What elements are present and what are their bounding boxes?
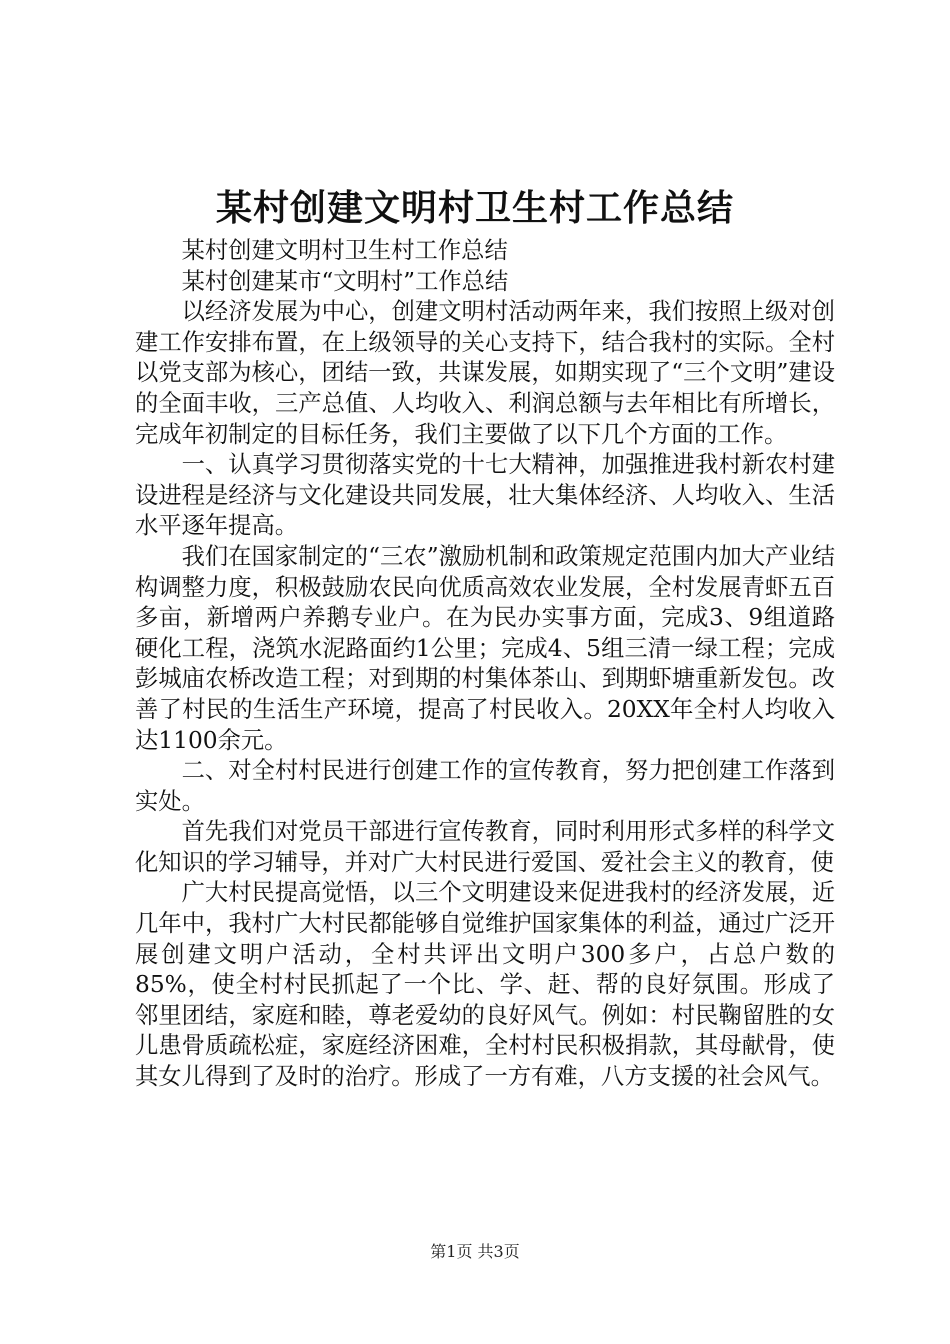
paragraph: 某村创建文明村卫生村工作总结	[181, 237, 508, 264]
paragraph: 首先我们对党员干部进行宣传教育，同时利用形式多样的科学文化知识的学习辅导，并对广大村民进行爱国、爱社会主义的教育，使	[135, 818, 835, 876]
paragraph: 二、对全村村民进行创建工作的宣传教育，努力把创建工作落到实处。	[135, 757, 835, 815]
paragraph: 我们在国家制定的“三农”激励机制和政策规定范围内加大产业结构调整力度，积极鼓励农民向优质高效农业发展，全村发展青虾五百多亩，新增两户养鹅专业户。在为民办实事方面，完成3、9组道路硬化工程，浇筑水泥路面约1公里；完成4、5组三清一绿工程；完成彭城庙农桥改造工程；对到期的村集体茶山、到期虾塘重新发包。改善了村民的生活生产环境，提高了村民收入。20XX年全村人均收入达1100余元。	[135, 542, 835, 754]
paragraph: 一、认真学习贯彻落实党的十七大精神，加强推进我村新农村建设进程是经济与文化建设共同发展，壮大集体经济、人均收入、生活水平逐年提高。	[135, 451, 835, 540]
page-footer: 第1页 共3页	[430, 1242, 520, 1261]
document-body	[135, 236, 835, 1093]
paragraph: 某村创建某市“文明村”工作总结	[181, 267, 509, 295]
paragraph: 广大村民提高觉悟，以三个文明建设来促进我村的经济发展，近几年中，我村广大村民都能够自觉维护国家集体的利益，通过广泛开展创建文明户活动，全村共评出文明户300多户，占总户数的85%，使全村村民抓起了一个比、学、赶、帮的良好氛围。形成了邻里团结，家庭和睦，尊老爱幼的良好风气。例如：村民鞠留胜的女儿患骨质疏松症，家庭经济困难，全村村民积极捐款，其母献骨，使其女儿得到了及时的治疗。形成了一方有难，八方支援的社会风气。	[135, 879, 835, 1091]
paragraph: 以经济发展为中心，创建文明村活动两年来，我们按照上级对创建工作安排布置，在上级领导的关心支持下，结合我村的实际。全村以党支部为核心，团结一致，共谋发展，如期实现了“三个文明”建设的全面丰收，三产总值、人均收入、利润总额与去年相比有所增长，完成年初制定的目标任务，我们主要做了以下几个方面的工作。	[135, 298, 835, 448]
document-title: 某村创建文明村卫生村工作总结	[215, 187, 734, 229]
